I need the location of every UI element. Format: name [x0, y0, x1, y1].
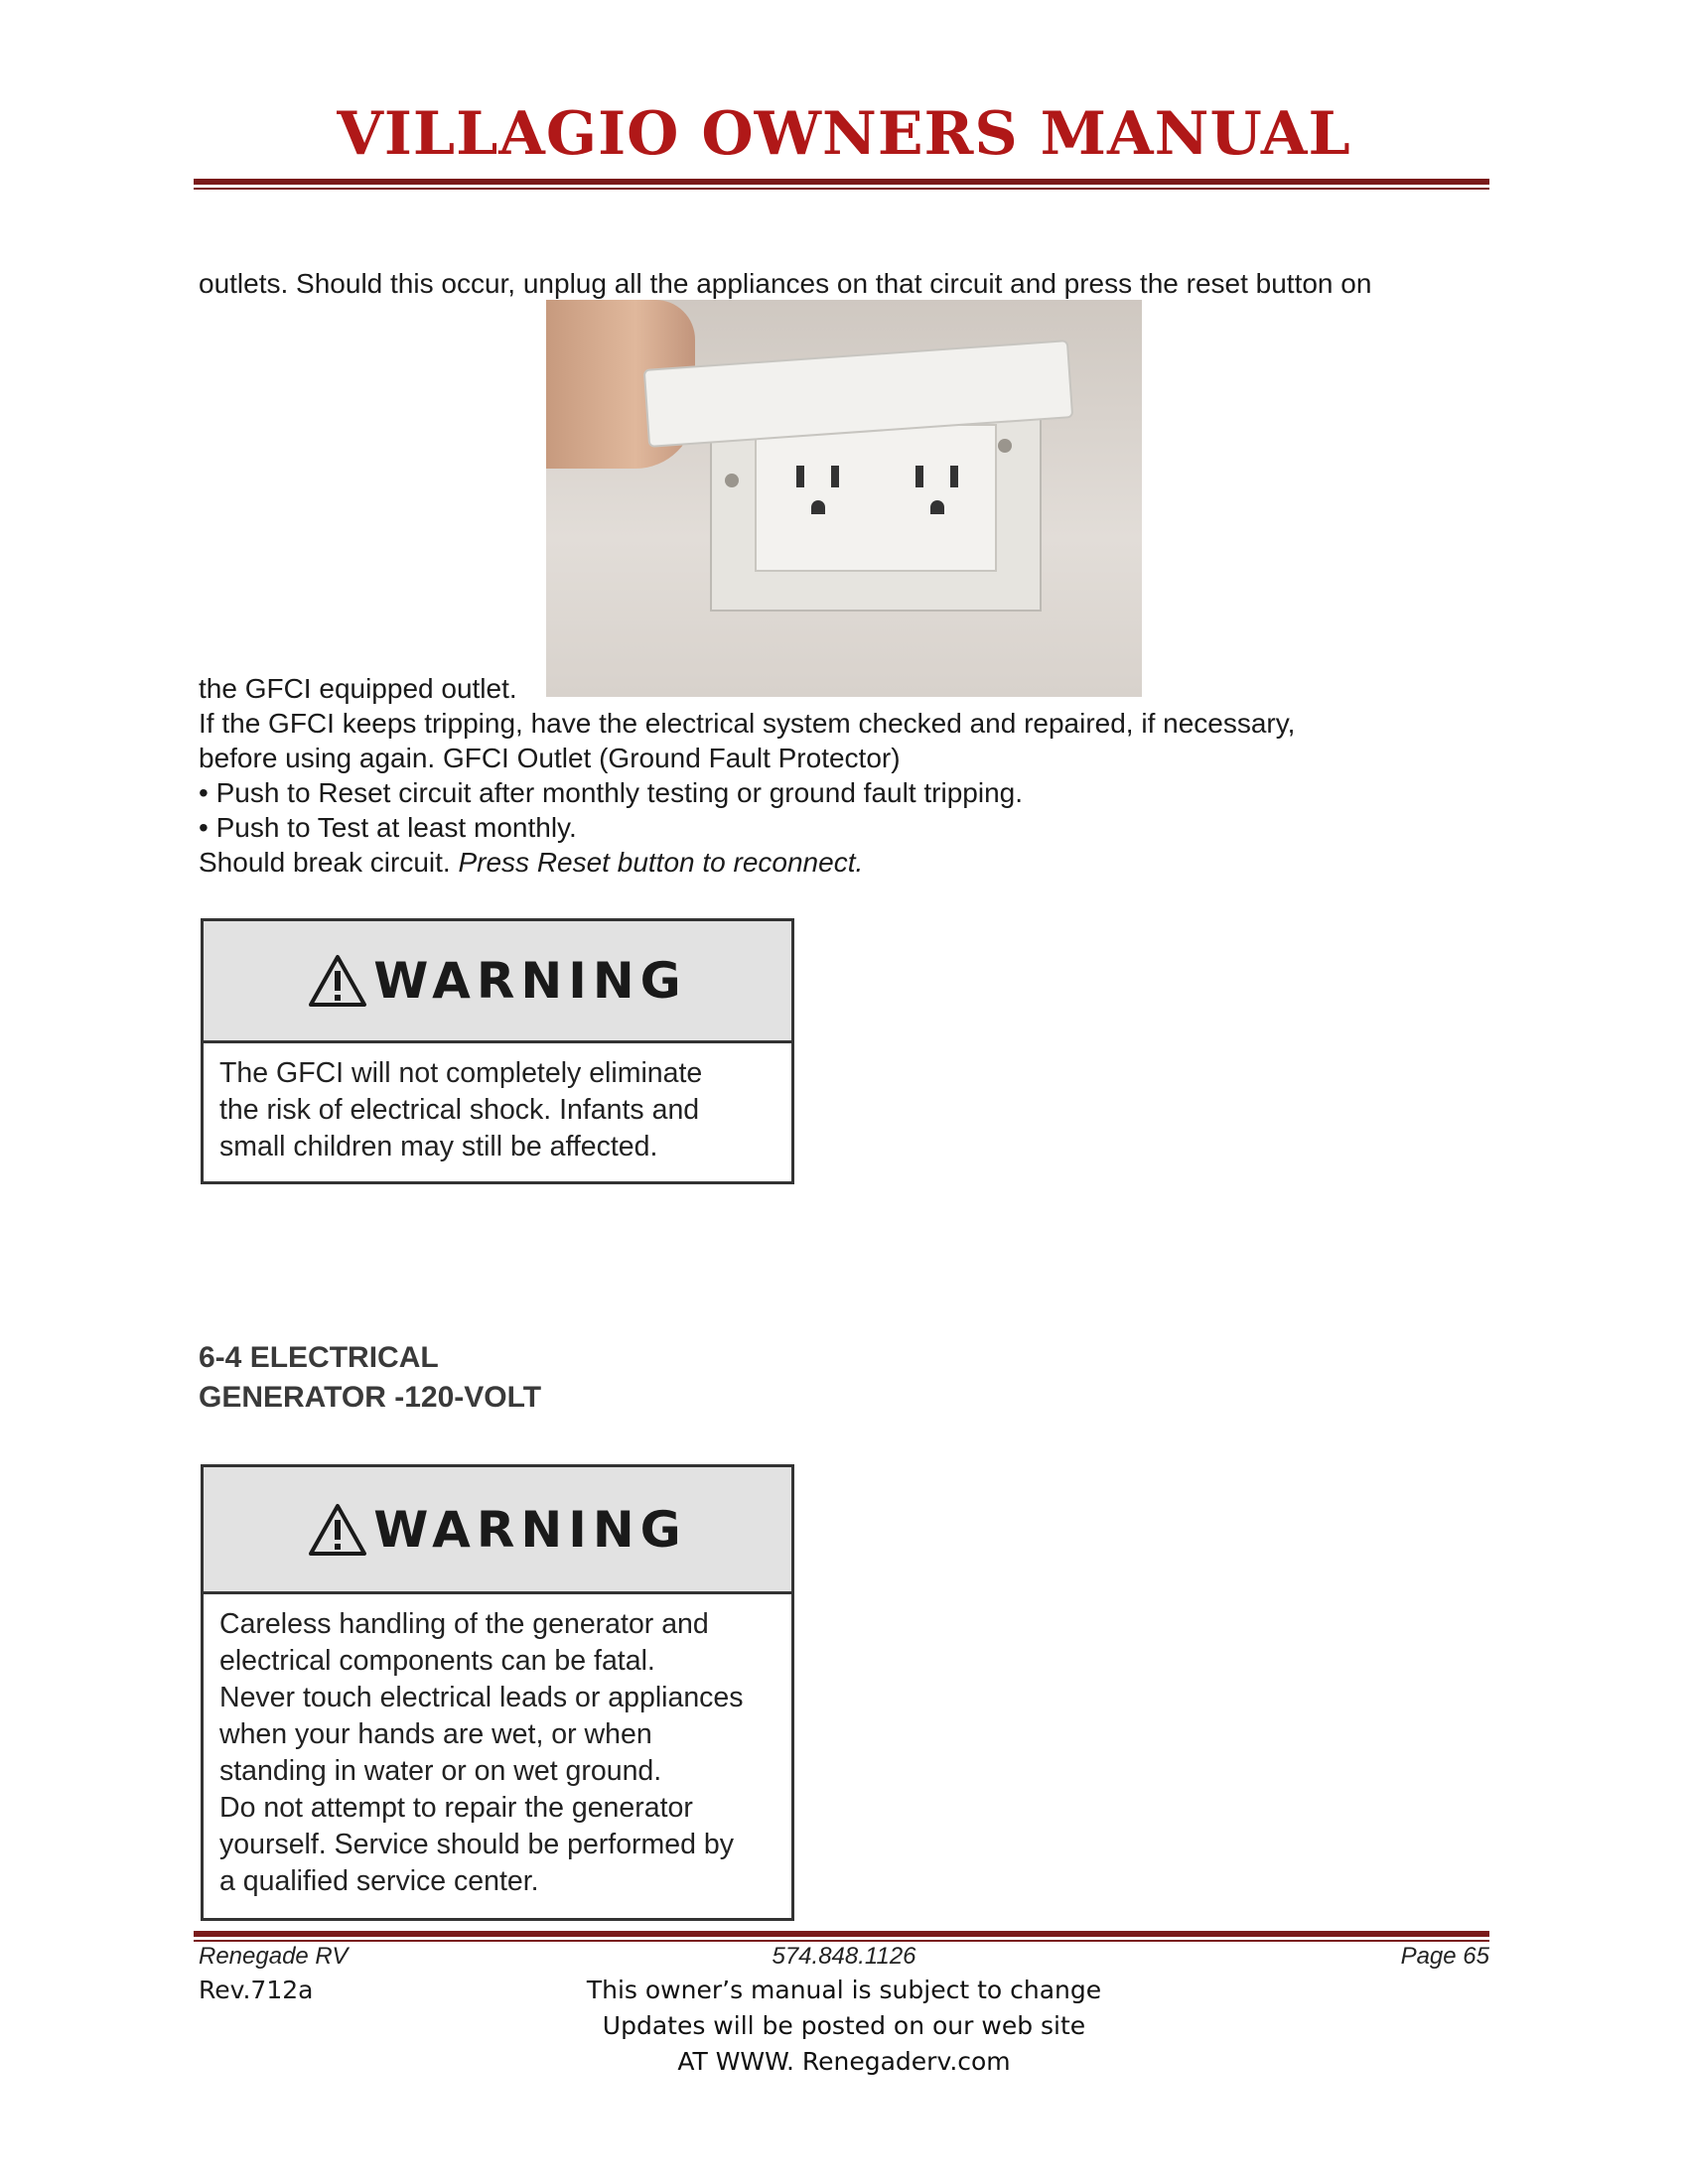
section-heading	[199, 1338, 541, 1418]
footer-notice-1: This owner’s manual is subject to change	[586, 1976, 1102, 2004]
bullet-test: • Push to Test at least monthly.	[199, 812, 577, 843]
section-title: 6-4 ELECTRICAL	[199, 1341, 439, 1374]
warning-line: the risk of electrical shock. Infants and	[219, 1094, 700, 1126]
warning-header	[204, 921, 791, 1043]
gfci-receptacle	[755, 424, 997, 572]
screw-icon	[725, 474, 739, 487]
warning-line: Never touch electrical leads or appliances	[219, 1682, 744, 1713]
warning-label: WARNING	[373, 1500, 687, 1559]
paragraph-line-1: If the GFCI keeps tripping, have the electrical system checked and repaired, if necessary,	[199, 708, 1296, 739]
warning-line: when your hands are wet, or when	[219, 1718, 652, 1750]
warning-text	[204, 1043, 791, 1179]
screw-icon	[998, 439, 1012, 453]
footer-rule	[194, 1931, 1489, 1942]
footer-notice-3: AT WWW. Renegaderv.com	[677, 2047, 1011, 2076]
generator-warning-box	[201, 1464, 794, 1921]
paragraph-line-3-italic: Press Reset button to reconnect.	[458, 847, 864, 878]
header-rule	[194, 179, 1489, 190]
section-subtitle: GENERATOR -120-VOLT	[199, 1381, 542, 1414]
warning-line: standing in water or on wet ground.	[219, 1755, 662, 1787]
warning-line: Careless handling of the generator and	[219, 1608, 709, 1640]
paragraph-line-3	[199, 845, 863, 880]
warning-text	[204, 1594, 791, 1914]
warning-triangle-icon	[308, 1503, 367, 1557]
warning-line: a qualified service center.	[219, 1865, 539, 1897]
warning-line: yourself. Service should be performed by	[219, 1829, 735, 1860]
footer-notice-2: Updates will be posted on our web site	[602, 2011, 1086, 2040]
warning-line: The GFCI will not completely eliminate	[219, 1057, 703, 1089]
warning-label: WARNING	[373, 952, 687, 1010]
warning-header	[204, 1467, 791, 1594]
footer-page-number: Page 65	[1400, 1943, 1489, 1970]
manual-title: VILLAGIO OWNERS MANUAL	[337, 99, 1351, 169]
footer-company: Renegade RV	[199, 1943, 349, 1970]
bullet-reset: • Push to Reset circuit after monthly testing or ground fault tripping.	[199, 777, 1023, 808]
footer-phone: 574.848.1126	[772, 1943, 916, 1970]
warning-line: Do not attempt to repair the generator	[219, 1792, 693, 1824]
paragraph-line-3-normal: Should break circuit.	[199, 847, 459, 878]
paragraph-line-2: before using again. GFCI Outlet (Ground Fault Protector)	[199, 743, 901, 773]
gfci-outlet-photo	[546, 300, 1142, 697]
warning-triangle-icon	[308, 954, 367, 1008]
warning-line: electrical components can be fatal.	[219, 1645, 655, 1677]
intro-line-1: outlets. Should this occur, unplug all the appliances on that circuit and press the reset button on	[199, 268, 1372, 299]
footer-revision: Rev.712a	[199, 1976, 314, 2004]
intro-line-2: the GFCI equipped outlet.	[199, 673, 517, 704]
warning-line: small children may still be affected.	[219, 1131, 658, 1162]
gfci-warning-box	[201, 918, 794, 1184]
